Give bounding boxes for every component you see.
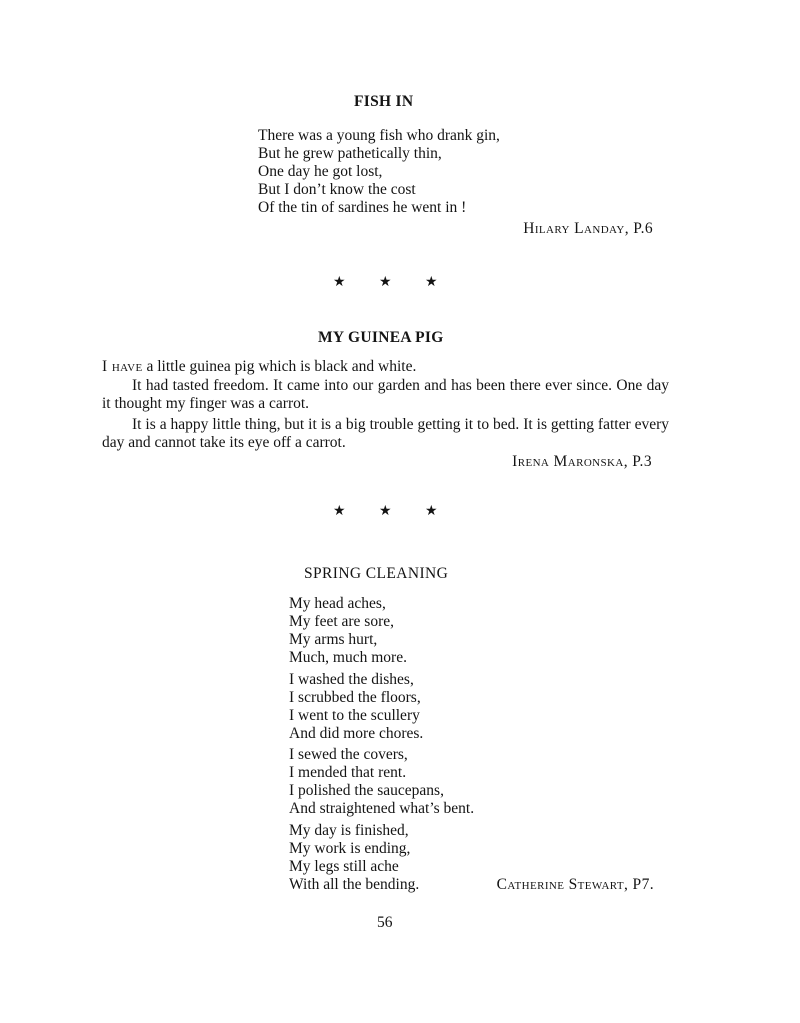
separator-star-icon: ★ (333, 504, 346, 519)
author-credit: Hilary Landay, P.6 (523, 220, 653, 237)
poem-line: Of the tin of sardines he went in ! (258, 199, 467, 216)
poem-line: My legs still ache (289, 858, 399, 875)
poem-stanza (289, 595, 407, 667)
poem-line: My day is finished, (289, 822, 409, 839)
poem-line: My head aches, (289, 595, 386, 612)
prose-paragraph (102, 358, 669, 376)
poem-line: My feet are sore, (289, 613, 395, 630)
poem-body (258, 127, 500, 217)
poem-line: But he grew pathetically thin, (258, 145, 442, 162)
page-number: 56 (377, 914, 393, 931)
poem-line: I sewed the covers, (289, 746, 408, 763)
poem-title: SPRING CLEANING (304, 565, 449, 582)
poem-line: There was a young fish who drank gin, (258, 127, 500, 144)
poem-line: And straightened what’s bent. (289, 800, 475, 817)
separator-star-icon: ★ (333, 275, 346, 290)
poem-line: Much, much more. (289, 649, 407, 666)
poem-line: And did more chores. (289, 725, 424, 742)
prose-paragraph: It had tasted freedom. It came into our garden and has been there ever since. One day it thought my finger was a carrot. (102, 377, 669, 412)
poem-line: I polished the saucepans, (289, 782, 444, 799)
prose-paragraph: It is a happy little thing, but it is a big trouble getting it to bed. It is getting fatter every day and cannot take its eye off a carrot. (102, 416, 669, 451)
separator-star-icon: ★ (379, 275, 392, 290)
separator-star-icon: ★ (379, 504, 392, 519)
poem-stanza (289, 671, 423, 743)
poem-line: My arms hurt, (289, 631, 378, 648)
author-credit: Catherine Stewart, P7. (496, 876, 654, 893)
poem-line: I scrubbed the floors, (289, 689, 421, 706)
poem-line: But I don’t know the cost (258, 181, 416, 198)
separator-star-icon: ★ (425, 275, 438, 290)
poem-line: I washed the dishes, (289, 671, 414, 688)
author-credit: Irena Maronska, P.3 (512, 453, 652, 470)
poem-line: I went to the scullery (289, 707, 420, 724)
prose-text: a little guinea pig which is black and white. (142, 358, 417, 375)
prose-lead-words: I have (102, 358, 143, 375)
prose-title: MY GUINEA PIG (318, 329, 444, 346)
separator-star-icon: ★ (425, 504, 438, 519)
poem-line: My work is ending, (289, 840, 411, 857)
poem-line: With all the bending. (289, 876, 420, 893)
poem-line: One day he got lost, (258, 163, 383, 180)
poem-stanza (289, 822, 419, 894)
poem-stanza (289, 746, 474, 818)
poem-line: I mended that rent. (289, 764, 407, 781)
poem-title: FISH IN (354, 93, 414, 110)
